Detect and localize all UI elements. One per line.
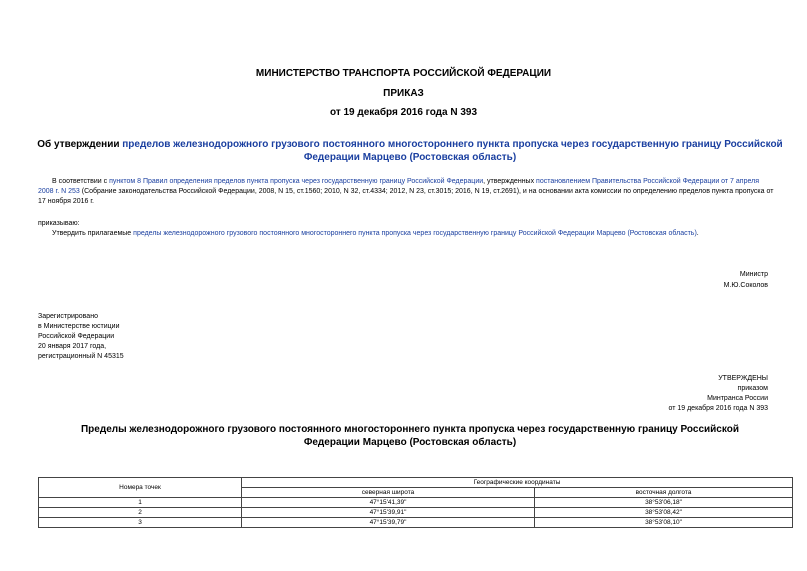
header-geo: Географические координаты: [242, 478, 793, 488]
approval-line: Минтранса России: [707, 395, 768, 402]
annex-title: Пределы железнодорожного грузового постоянного многостороннего пункта пропуска через государственную границу Российской Федерации Марцево (Ростовская область): [80, 424, 739, 448]
registration-line: Российской Федерации: [38, 333, 115, 340]
approval-line: УТВЕРЖДЕНЫ: [718, 375, 768, 382]
ministry-name: МИНИСТЕРСТВО ТРАНСПОРТА РОССИЙСКОЙ ФЕДЕРАЦИИ: [255, 68, 552, 79]
approval-block: [580, 374, 768, 414]
order-paragraph: [38, 229, 775, 239]
registration-line: Зарегистрировано: [38, 313, 98, 320]
registration-line: 20 января 2017 года,: [38, 343, 107, 350]
cell-latitude: 47°15'41,39": [242, 498, 535, 508]
signature-name: М.Ю.Соколов: [723, 282, 768, 289]
order-link-limits[interactable]: пределы железнодорожного грузового постоянного многостороннего пункта пропуска через государственную границу Российской Федерации Марцево (Ростовская область): [133, 230, 697, 237]
cell-point-number: 2: [39, 508, 242, 518]
cell-point-number: 1: [39, 498, 242, 508]
header-longitude: восточная долгота: [535, 488, 793, 498]
cell-longitude: 38°53'08,42": [535, 508, 793, 518]
order-label: приказываю:: [38, 220, 80, 227]
registration-block: [38, 312, 124, 362]
cell-latitude: 47°15'39,79": [242, 518, 535, 528]
preamble-link-rules[interactable]: пунктом 8 Правил определения пределов пункта пропуска через государственную границу Российской Федерации: [109, 178, 484, 185]
approval-line: приказом: [737, 385, 768, 392]
cell-latitude: 47°15'39,91": [242, 508, 535, 518]
order-text-2: .: [696, 230, 699, 237]
header-points: Номера точек: [39, 478, 242, 498]
document-title: [30, 138, 790, 164]
table-row: [39, 518, 793, 528]
document-type: ПРИКАЗ: [383, 88, 424, 99]
cell-longitude: 38°53'08,10": [535, 518, 793, 528]
signature-position: Министр: [739, 271, 768, 278]
approval-line: от 19 декабря 2016 года N 393: [668, 405, 768, 412]
cell-point-number: 3: [39, 518, 242, 528]
order-text-1: Утвердить прилагаемые: [52, 230, 134, 237]
title-prefix: Об утверждении: [37, 139, 123, 150]
registration-line: регистрационный N 45315: [38, 353, 124, 360]
preamble-link-resolution[interactable]: постановлением Правительства Российской Федерации от 7 апреля 2008 г. N 253: [38, 178, 760, 195]
cell-longitude: 38°53'06,18": [535, 498, 793, 508]
preamble-text-1: В соответствии с: [52, 178, 110, 185]
header-latitude: северная широта: [242, 488, 535, 498]
registration-line: в Министерстве юстиции: [38, 323, 120, 330]
table-row: [39, 508, 793, 518]
coordinates-table: [38, 477, 793, 528]
title-link[interactable]: пределов железнодорожного грузового постоянного многостороннего пункта пропуска через государственную границу Российской Федерации Марцево (Ростовская область): [122, 139, 783, 163]
preamble-text-2: , утвержденных: [483, 178, 537, 185]
table-header-row: [39, 478, 793, 488]
preamble-paragraph: [38, 177, 775, 207]
preamble-text-3: (Собрание законодательства Российской Федерации, 2008, N 15, ст.1560; 2010, N 32, ст.4334; 2012, N 23, ст.3015; 2016, N 19, ст.2691), и на основании акта комиссии по определению пределов пункта пропуска от 17 ноября 2016 г.: [38, 188, 774, 205]
table-row: [39, 498, 793, 508]
document-date-number: от 19 декабря 2016 года N 393: [329, 107, 478, 118]
